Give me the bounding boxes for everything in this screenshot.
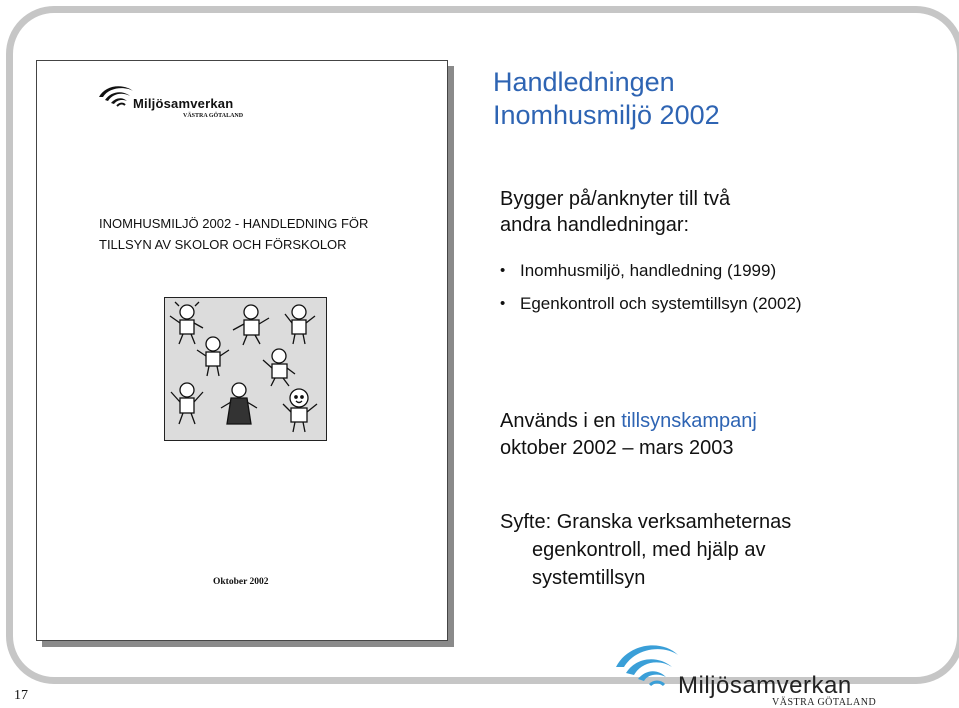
usage-text (500, 408, 920, 462)
swoosh-logo-icon (614, 637, 684, 697)
footer-logo-name: Miljösamverkan (678, 672, 852, 699)
list-item-text: Egenkontroll och systemtillsyn (2002) (520, 294, 802, 313)
footer-logo-region: VÄSTRA GÖTALAND (772, 697, 877, 708)
heading-line2: Inomhusmiljö 2002 (493, 100, 720, 130)
swoosh-logo-icon (97, 83, 137, 113)
usage-line2: oktober 2002 – mars 2003 (500, 437, 734, 459)
cover-title-line2: TILLSYN AV SKOLOR OCH FÖRSKOLOR (99, 237, 347, 252)
children-drawing-illustration (164, 297, 327, 441)
purpose-line2: egenkontroll, med hjälp av (532, 539, 766, 561)
cover-title-line1: INOMHUSMILJÖ 2002 - HANDLEDNING FÖR (99, 216, 369, 231)
page-number: 17 (14, 688, 28, 703)
list-item (500, 291, 850, 316)
purpose-text (500, 508, 920, 592)
cover-date: Oktober 2002 (213, 577, 269, 587)
intro-line2: andra handledningar: (500, 214, 690, 236)
bullet-icon: • (500, 262, 506, 279)
usage-prefix: Används i en (500, 410, 622, 432)
purpose-line1: Syfte: Granska verksamheternas (500, 511, 792, 533)
heading-line1: Handledningen (493, 67, 675, 97)
intro-line1: Bygger på/anknyter till två (500, 188, 731, 210)
usage-line1 (500, 408, 920, 435)
cover-logo-name: Miljösamverkan (133, 96, 234, 111)
campaign-link: tillsynskampanj (621, 410, 757, 432)
cover-logo-region: VÄSTRA GÖTALAND (183, 113, 244, 119)
cover-title (99, 213, 439, 255)
cover-logo (97, 83, 247, 123)
list-item (500, 258, 920, 283)
intro-text (500, 186, 920, 238)
footer-logo (614, 637, 884, 707)
handbook-cover (36, 60, 448, 641)
purpose-line3: systemtillsyn (532, 567, 646, 589)
children-drawing-icon (165, 298, 326, 440)
bullet-icon: • (500, 295, 506, 312)
slide-heading (493, 66, 913, 132)
list-item-text: Inomhusmiljö, handledning (1999) (520, 261, 777, 280)
handbook-list (500, 258, 920, 324)
